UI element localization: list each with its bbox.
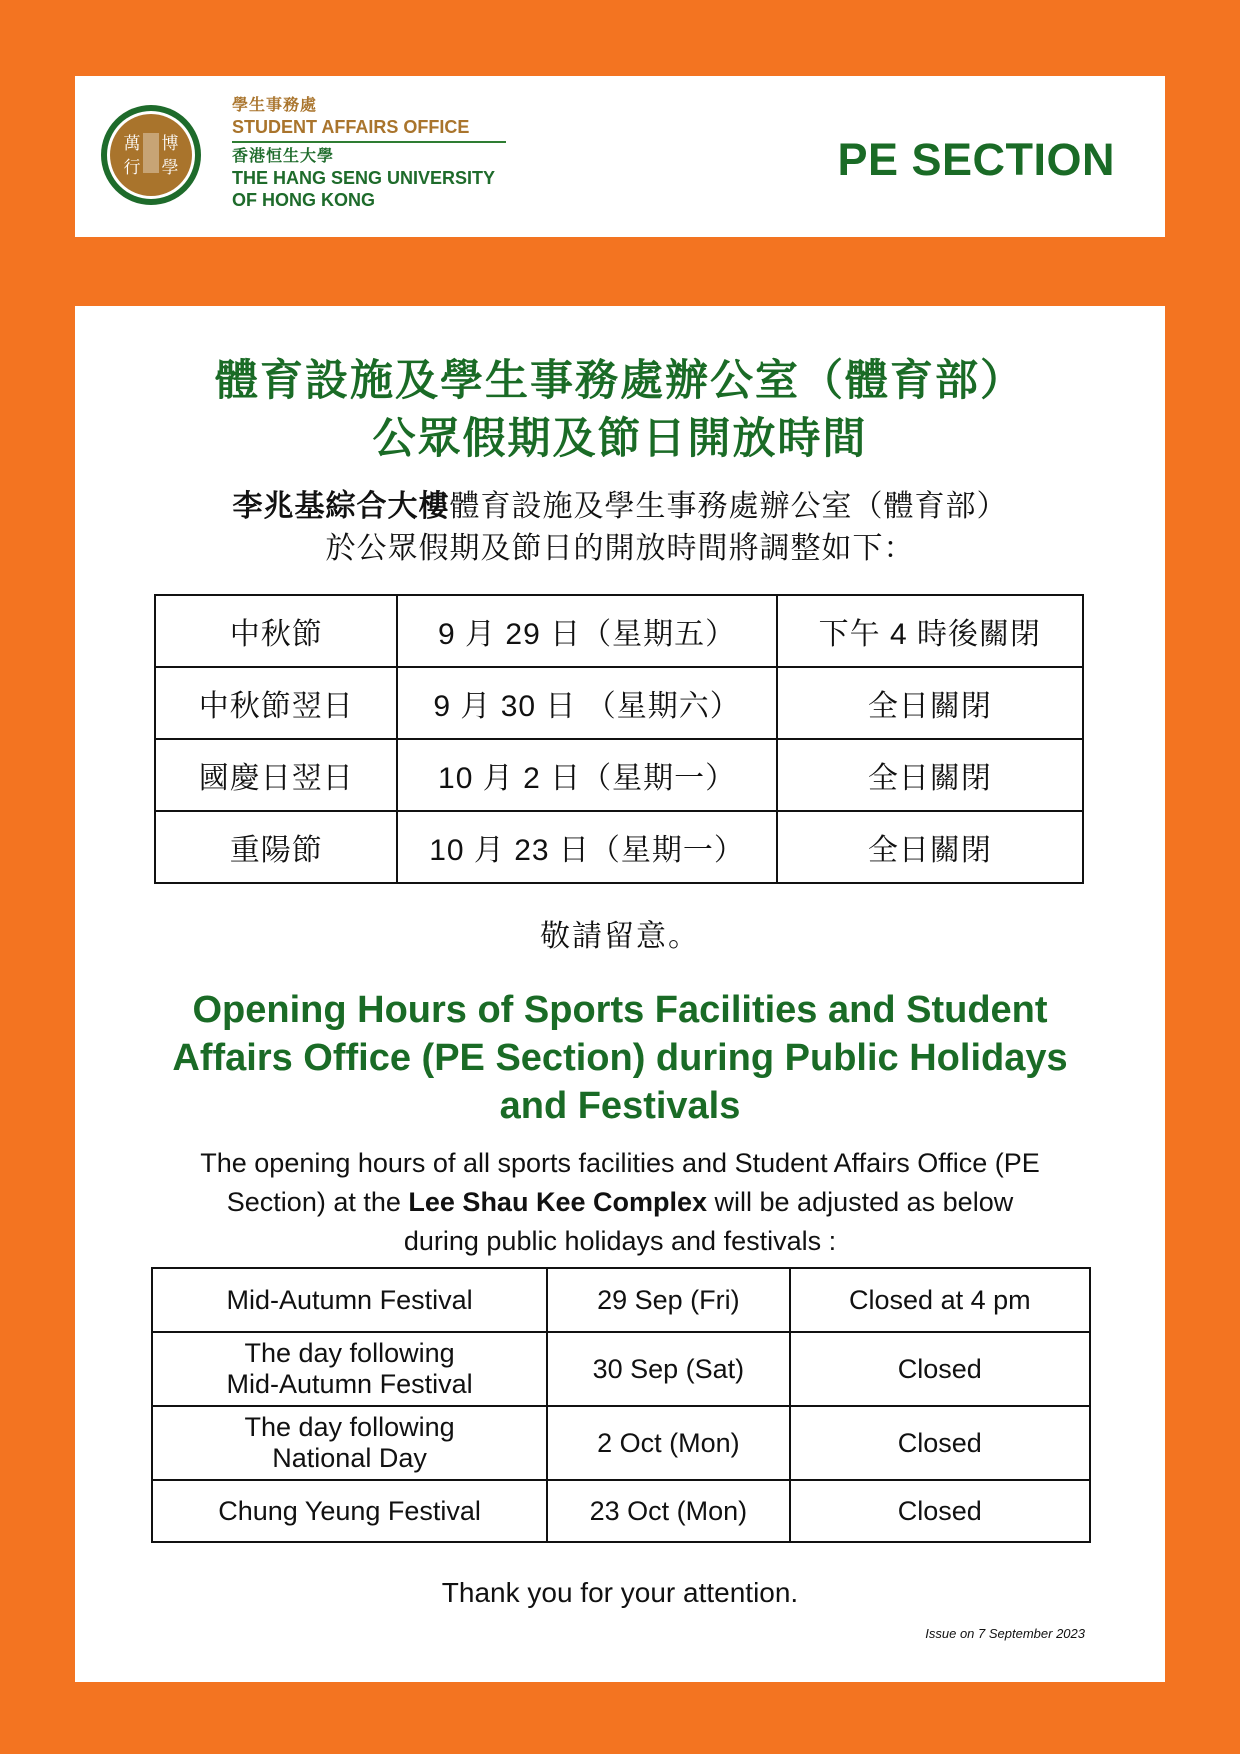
logo-dept-en: STUDENT AFFAIRS OFFICE xyxy=(232,117,470,137)
english-intro xyxy=(75,1144,1165,1261)
logo-univ-en-2: OF HONG KONG xyxy=(232,190,375,210)
header-banner xyxy=(75,76,1165,237)
chinese-intro-line-2: 於公眾假期及節日的開放時間將調整如下： xyxy=(325,532,915,565)
status-cell: 全日關閉 xyxy=(777,667,1083,739)
table-row xyxy=(155,811,1083,883)
english-intro-part-3: will be adjusted as below xyxy=(714,1187,1014,1217)
status-cell: Closed xyxy=(790,1480,1090,1542)
occasion-cell xyxy=(152,1268,547,1332)
occasion-line: The day following xyxy=(244,1338,455,1368)
chinese-title-line-2: 公眾假期及節日開放時間 xyxy=(372,415,868,463)
english-title-line-2: Affairs Office (PE Section) during Public Holidays xyxy=(172,1037,1068,1079)
university-seal-logo xyxy=(99,103,203,207)
logo-univ-zh: 香港恒生大學 xyxy=(232,148,335,165)
english-intro-line-1: The opening hours of all sports facilities and Student Affairs Office (PE xyxy=(200,1148,1040,1178)
table-row xyxy=(155,595,1083,667)
thank-you-note: Thank you for your attention. xyxy=(441,1577,799,1608)
table-row xyxy=(152,1332,1090,1406)
occasion-line: Mid-Autumn Festival xyxy=(226,1284,473,1315)
english-intro-line-3: during public holidays and festivals : xyxy=(403,1226,837,1256)
chinese-title xyxy=(75,352,1165,468)
date-cell: 9 月 29 日（星期五） xyxy=(397,595,776,667)
occasion-cell xyxy=(152,1406,547,1480)
status-cell: 全日關閉 xyxy=(777,739,1083,811)
logo-wordmark xyxy=(232,96,506,211)
notice-body xyxy=(75,306,1165,1682)
section-title: PE SECTION xyxy=(837,134,1115,185)
chinese-intro-venue: 李兆基綜合大樓 xyxy=(232,490,450,523)
table-row xyxy=(155,739,1083,811)
english-title-line-3: and Festivals xyxy=(499,1085,741,1127)
svg-text:學: 學 xyxy=(161,158,179,178)
status-cell: Closed xyxy=(790,1406,1090,1480)
table-row xyxy=(152,1480,1090,1542)
date-cell: 10 月 23 日（星期一） xyxy=(397,811,776,883)
chinese-note: 敬請留意。 xyxy=(540,920,700,953)
occasion-cell: 中秋節 xyxy=(155,595,397,667)
svg-text:萬: 萬 xyxy=(123,134,141,154)
issue-date: Issue on 7 September 2023 xyxy=(925,1626,1085,1641)
english-intro-venue: Lee Shau Kee Complex xyxy=(408,1187,708,1217)
english-title xyxy=(75,986,1165,1130)
date-cell: 10 月 2 日（星期一） xyxy=(397,739,776,811)
occasion-cell: 重陽節 xyxy=(155,811,397,883)
occasion-line: National Day xyxy=(272,1443,427,1473)
occasion-line: Mid-Autumn Festival xyxy=(226,1369,473,1399)
occasion-cell xyxy=(152,1332,547,1406)
occasion-line: The day following xyxy=(244,1412,455,1442)
table-row xyxy=(155,667,1083,739)
status-cell: Closed xyxy=(790,1332,1090,1406)
date-cell: 29 Sep (Fri) xyxy=(547,1268,789,1332)
occasion-line: Chung Yeung Festival xyxy=(218,1495,481,1526)
english-schedule-table xyxy=(151,1267,1091,1543)
chinese-schedule-table xyxy=(154,594,1084,884)
chinese-intro-rest: 體育設施及學生事務處辦公室（體育部） xyxy=(449,490,1008,523)
status-cell: 下午 4 時後關閉 xyxy=(777,595,1083,667)
occasion-cell xyxy=(152,1480,547,1542)
occasion-cell: 中秋節翌日 xyxy=(155,667,397,739)
date-cell: 2 Oct (Mon) xyxy=(547,1406,789,1480)
chinese-title-line-1: 體育設施及學生事務處辦公室（體育部） xyxy=(215,357,1025,405)
date-cell: 9 月 30 日 （星期六） xyxy=(397,667,776,739)
english-intro-line-2 xyxy=(75,1183,1165,1222)
svg-text:博: 博 xyxy=(161,134,179,154)
table-row xyxy=(152,1268,1090,1332)
status-cell: 全日關閉 xyxy=(777,811,1083,883)
chinese-intro xyxy=(75,486,1165,570)
occasion-cell: 國慶日翌日 xyxy=(155,739,397,811)
chinese-intro-line-1 xyxy=(75,486,1165,528)
table-row xyxy=(152,1406,1090,1480)
logo-dept-zh: 學生事務處 xyxy=(232,97,318,114)
status-cell: Closed at 4 pm xyxy=(790,1268,1090,1332)
english-intro-part-2: Section) at the xyxy=(226,1187,401,1217)
date-cell: 30 Sep (Sat) xyxy=(547,1332,789,1406)
logo-divider xyxy=(232,141,506,143)
english-title-line-1: Opening Hours of Sports Facilities and Student xyxy=(192,989,1048,1031)
logo-univ-en-1: THE HANG SENG UNIVERSITY xyxy=(232,168,496,188)
svg-text:行: 行 xyxy=(123,158,141,178)
date-cell: 23 Oct (Mon) xyxy=(547,1480,789,1542)
